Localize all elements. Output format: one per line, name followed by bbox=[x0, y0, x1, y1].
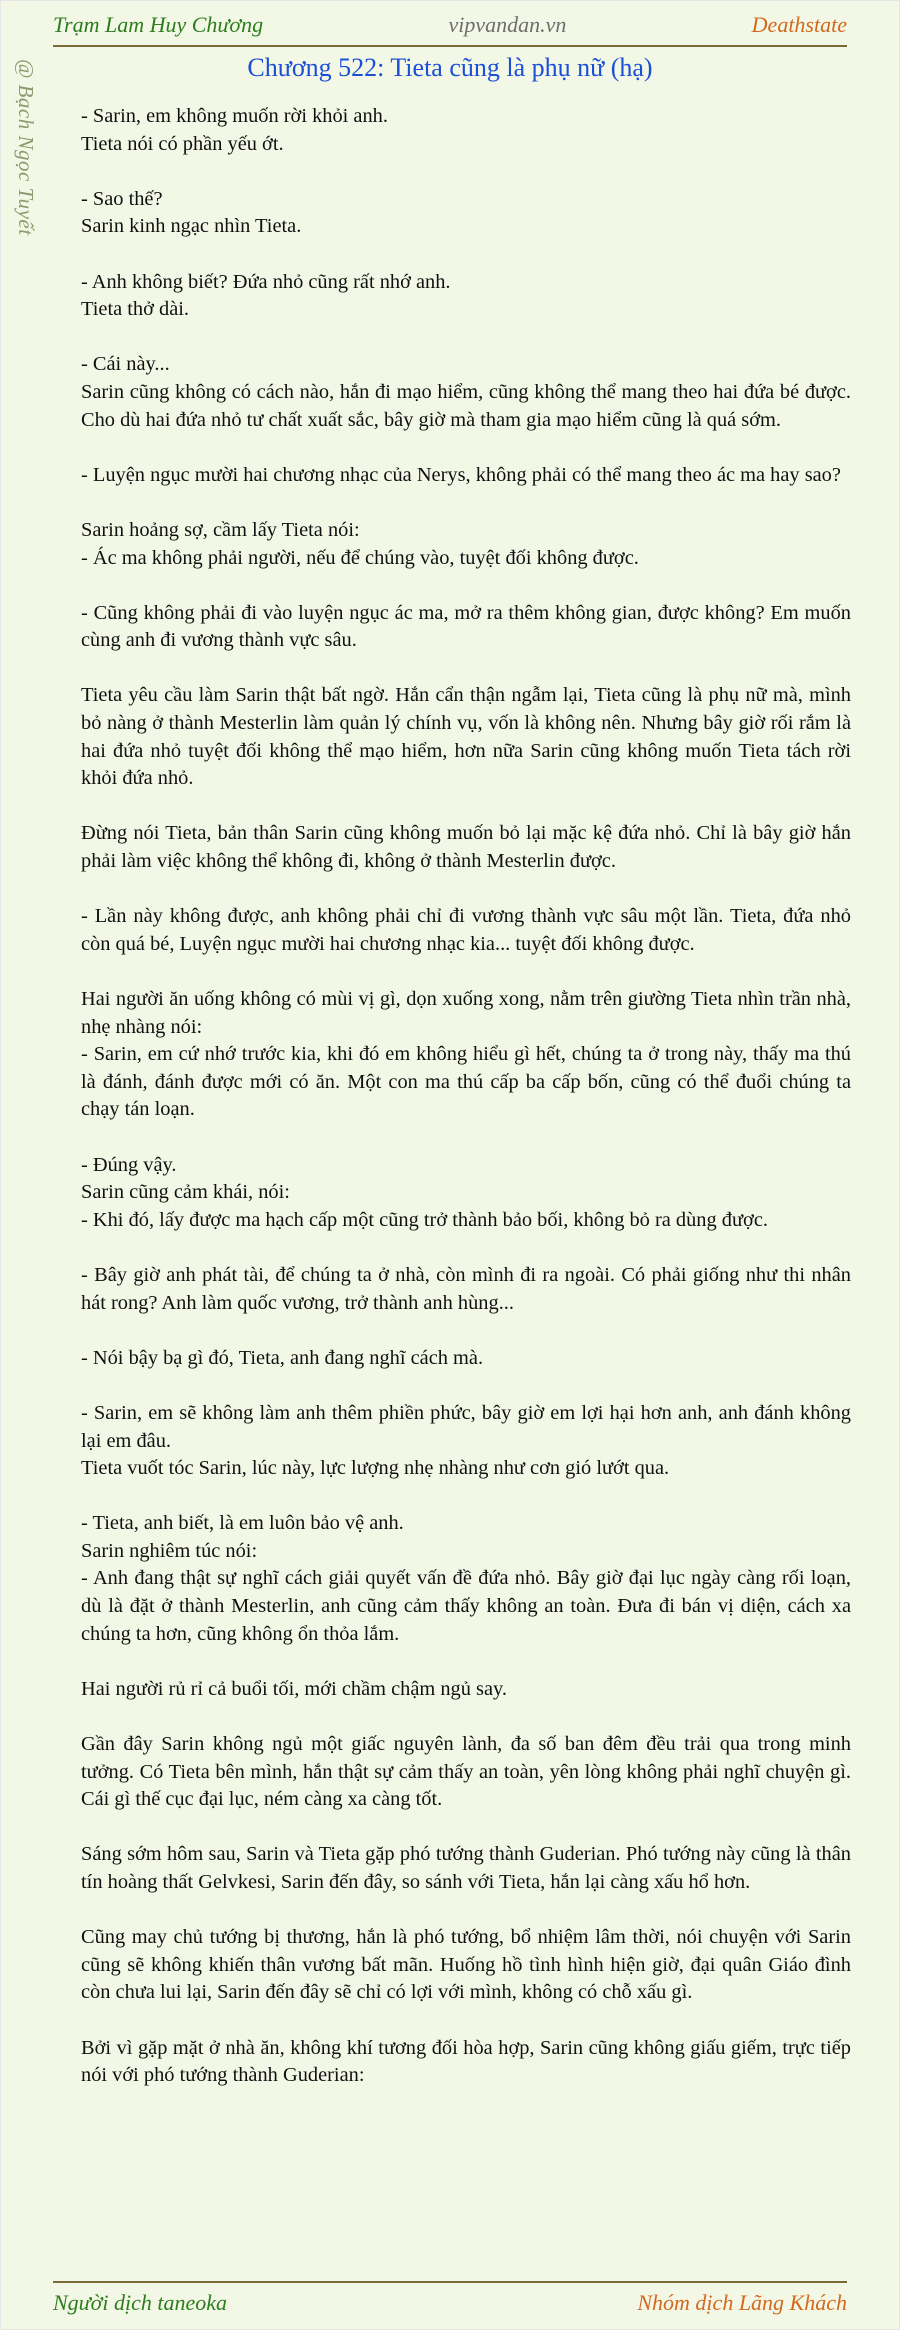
paragraph-line: - Sao thế? bbox=[81, 187, 163, 210]
paragraph bbox=[81, 1345, 851, 1373]
paragraph bbox=[81, 903, 851, 958]
page-header bbox=[53, 9, 847, 41]
paragraph-line: Sarin kinh ngạc nhìn Tieta. bbox=[81, 215, 302, 238]
paragraph-line: - Sarin, em sẽ không làm anh thêm phiền phức, bây giờ em lợi hại hơn anh, anh đánh không lại em đâu. bbox=[81, 1401, 851, 1452]
paragraph bbox=[81, 600, 851, 655]
header-site-name: Trạm Lam Huy Chương bbox=[53, 12, 264, 37]
paragraph bbox=[81, 1152, 851, 1235]
paragraph bbox=[81, 1510, 851, 1648]
paragraph-line: Tieta thở dài. bbox=[81, 298, 190, 321]
paragraph-line: - Tieta, anh biết, là em luôn bảo vệ anh. bbox=[81, 1512, 404, 1535]
paragraph-line: Sarin nghiêm túc nói: bbox=[81, 1539, 258, 1562]
paragraph bbox=[81, 517, 851, 572]
paragraph-line: - Khi đó, lấy được ma hạch cấp một cũng trở thành bảo bối, không bỏ ra dùng được. bbox=[81, 1208, 768, 1231]
paragraph-line: - Luyện ngục mười hai chương nhạc của Nerys, không phải có thể mang theo ác ma hay sao? bbox=[81, 463, 841, 486]
paragraph bbox=[81, 103, 851, 158]
paragraph bbox=[81, 1924, 851, 2007]
paragraph bbox=[81, 986, 851, 1124]
paragraph bbox=[81, 820, 851, 875]
paragraph-line: Cũng may chủ tướng bị thương, hắn là phó tướng, bổ nhiệm lâm thời, nói chuyện với Sarin cũng sẽ không khiến thân vương bất mãn. Huống hồ tình hình hiện giờ, đại quân Giáo đình còn chưa lui lại, Sarin đến đây sẽ chỉ có lợi với mình, không có chỗ xấu gì. bbox=[81, 1926, 851, 2004]
paragraph bbox=[81, 462, 851, 490]
paragraph bbox=[81, 269, 851, 324]
footer-translator: Người dịch taneoka bbox=[53, 2290, 228, 2315]
paragraph-line: Hai người ăn uống không có mùi vị gì, dọn xuống xong, nằm trên giường Tieta nhìn trần nhà, nhẹ nhàng nói: bbox=[81, 988, 851, 1038]
paragraph-line: - Bây giờ anh phát tài, để chúng ta ở nhà, còn mình đi ra ngoài. Có phải giống như thi nhân hát rong? Anh làm quốc vương, trở thành anh hùng... bbox=[81, 1263, 851, 1314]
page-footer bbox=[53, 2287, 847, 2319]
paragraph-line: Gần đây Sarin không ngủ một giấc nguyên lành, đa số ban đêm đều trải qua trong minh tưởng. Có Tieta bên mình, hắn thật sự cảm thấy an toàn, yên lòng không phải nghĩ chuyện gì. Cái gì thế cục đại lục, ném càng xa càng tốt. bbox=[81, 1733, 851, 1811]
header-divider bbox=[53, 45, 847, 47]
header-site-url: vipvandan.vn bbox=[448, 12, 567, 37]
paragraph-line: Tieta vuốt tóc Sarin, lúc này, lực lượng nhẹ nhàng như cơn gió lướt qua. bbox=[81, 1457, 670, 1480]
paragraph-line: - Nói bậy bạ gì đó, Tieta, anh đang nghĩ cách mà. bbox=[81, 1346, 484, 1369]
paragraph-line: - Anh đang thật sự nghĩ cách giải quyết vấn đề đứa nhỏ. Bây giờ đại lục ngày càng rối loạn, dù là đặt ở thành Mesterlin, anh cũng cảm thấy không an toàn. Đưa đi bán vị diện, cách xa chúng ta hơn, cũng không ổn thỏa lắm. bbox=[81, 1567, 851, 1645]
footer-divider bbox=[53, 2281, 847, 2283]
paragraph bbox=[81, 682, 851, 792]
paragraph-line: Đừng nói Tieta, bản thân Sarin cũng không muốn bỏ lại mặc kệ đứa nhỏ. Chỉ là bây giờ hắn phải làm việc không thể không đi, không ở thành Mesterlin được. bbox=[81, 822, 851, 873]
footer-group: Nhóm dịch Lãng Khách bbox=[637, 2290, 847, 2315]
paragraph bbox=[81, 2035, 851, 2090]
chapter-body bbox=[81, 103, 851, 2117]
paragraph bbox=[81, 1676, 851, 1704]
paragraph bbox=[81, 351, 851, 434]
paragraph-line: - Ác ma không phải người, nếu để chúng vào, tuyệt đối không được. bbox=[81, 546, 639, 569]
paragraph-line: Tieta yêu cầu làm Sarin thật bất ngờ. Hắn cẩn thận ngẫm lại, Tieta cũng là phụ nữ mà, mình bỏ nàng ở thành Mesterlin làm quản lý chính vụ, vốn là không nên. Nhưng bây giờ rối rắm là hai đứa nhỏ tuyệt đối không thể mạo hiểm, hơn nữa Sarin cũng không muốn Tieta tách rời khỏi đứa nhỏ. bbox=[81, 684, 851, 790]
paragraph-line: - Lần này không được, anh không phải chỉ đi vương thành vực sâu một lần. Tieta, đứa nhỏ còn quá bé, Luyện ngục mười hai chương nhạc kia... tuyệt đối không được. bbox=[81, 905, 851, 955]
header-book-title: Deathstate bbox=[751, 12, 847, 37]
paragraph-line: Sarin cũng cảm khái, nói: bbox=[81, 1181, 290, 1204]
paragraph-line: - Sarin, em cứ nhớ trước kia, khi đó em không hiểu gì hết, chúng ta ở trong này, thấy ma thú là đánh, đánh được mới có ăn. Một con ma thú cấp ba cấp bốn, cũng có thể đuổi chúng ta chạy tán loạn. bbox=[81, 1043, 851, 1121]
paragraph bbox=[81, 1841, 851, 1896]
paragraph bbox=[81, 1262, 851, 1317]
paragraph bbox=[81, 186, 851, 241]
paragraph-line: - Anh không biết? Đứa nhỏ cũng rất nhớ anh. bbox=[81, 270, 451, 293]
paragraph-line: Tieta nói có phần yếu ớt. bbox=[81, 132, 284, 155]
paragraph-line: Sarin hoảng sợ, cầm lấy Tieta nói: bbox=[81, 518, 360, 541]
paragraph bbox=[81, 1731, 851, 1814]
paragraph bbox=[81, 1400, 851, 1483]
paragraph-line: - Cái này... bbox=[81, 353, 170, 376]
paragraph-line: - Đúng vậy. bbox=[81, 1153, 177, 1176]
chapter-title: Chương 522: Tieta cũng là phụ nữ (hạ) bbox=[247, 53, 653, 82]
paragraph-line: - Sarin, em không muốn rời khỏi anh. bbox=[81, 105, 388, 127]
paragraph-line: Hai người rủ rỉ cả buổi tối, mới chầm chậm ngủ say. bbox=[81, 1677, 507, 1700]
paragraph-line: Bởi vì gặp mặt ở nhà ăn, không khí tương đối hòa hợp, Sarin cũng không giấu giếm, trực tiếp nói với phó tướng thành Guderian: bbox=[81, 2036, 851, 2087]
paragraph-line: Sáng sớm hôm sau, Sarin và Tieta gặp phó tướng thành Guderian. Phó tướng này cũng là thân tín hoàng thất Gelvkesi, Sarin đến đây, so sánh với Tieta, hắn lại càng xấu hổ hơn. bbox=[81, 1843, 851, 1893]
side-watermark: @ Bạch Ngọc Tuyết bbox=[14, 59, 38, 236]
paragraph-line: Sarin cũng không có cách nào, hắn đi mạo hiểm, cũng không thể mang theo hai đứa bé được. Cho dù hai đứa nhỏ tư chất xuất sắc, bây giờ mà tham gia mạo hiểm cũng là quá sớm. bbox=[81, 380, 851, 431]
paragraph-line: - Cũng không phải đi vào luyện ngục ác ma, mở ra thêm không gian, được không? Em muốn cùng anh đi vương thành vực sâu. bbox=[81, 601, 851, 652]
